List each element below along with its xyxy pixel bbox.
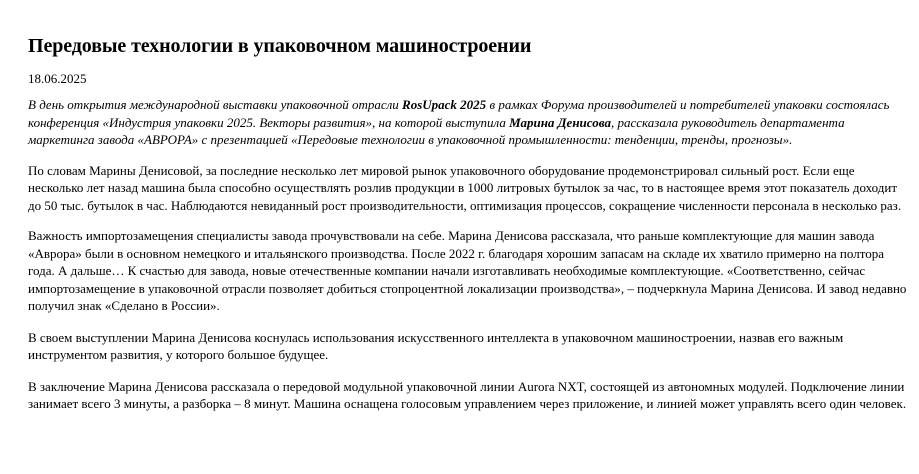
lead-text-2: в рамках Форума производителей и потребителей упаковки состоялась конференция «Индустрия упаковки 2025. Векторы развития», на которой выступила (28, 97, 890, 130)
lead-text-3: , рассказала руководитель департамента маркетинга завода «АВРОРА» с презентацией «Передовые технологии в упаковочной промышленности: тенденции, тренды, прогнозы». (28, 114, 845, 147)
paragraph-ai: В своем выступлении Марина Денисова коснулась использования искусственного интеллекта в упаковочном машиностроении, назвав его важным инструментом развития, у которого большое будущее. (28, 329, 844, 362)
paragraph-market-growth: По словам Марины Денисовой, за последние несколько лет мировой рынок упаковочного оборудование продемонстрировал сильный рост. Если еще несколько лет назад машина была способно осуществлять розлив продукции в 1000 литровых бутылок за час, то в настоящее время этот показатель доходит до 50 тыс. бутылок в час. Наблюдаются невиданный рост производительности, оптимизация процессов, сокращение численности персонала в несколько раз. (28, 162, 902, 213)
lead-speaker-name: Марина Денисова (509, 114, 611, 130)
article-lead (28, 96, 908, 149)
lead-event-name: RosUpack 2025 (402, 97, 487, 112)
article-title: Передовые технологии в упаковочном машиностроении (28, 35, 532, 57)
article-date: 18.06.2025 (28, 71, 87, 86)
paragraph-aurora-nxt: В заключение Марина Денисова рассказала о передовой модульной упаковочной линии Aurora NXT, состоящей из автономных модулей. Подключение линии занимает всего 3 минуты, а разборка – 8 минут. Машина оснащена голосовым управлением через приложение, и линией может управлять всего один человек. (28, 378, 907, 411)
lead-text-1: В день открытия международной выставки упаковочной отрасли (28, 97, 403, 112)
paragraph-import-substitution: Важность импортозамещения специалисты завода прочувствовали на себе. Марина Денисова рассказала, что раньше комплектующие для машин завода «Аврора» были в основном немецкого и итальянского производства. После 2022 г. благодаря хорошим запасам на складе их хватило примерно на полтора года. А дальше… К счастью для завода, новые отечественные компании начали изготавливать необходимые комплектующие. «Соответственно, сейчас импортозамещение в упаковочной отрасли позволяет добиться стопроцентной локализации производства», – подчеркнула Марина Денисова. И завод недавно получил знак «Сделано в России». (28, 228, 907, 313)
